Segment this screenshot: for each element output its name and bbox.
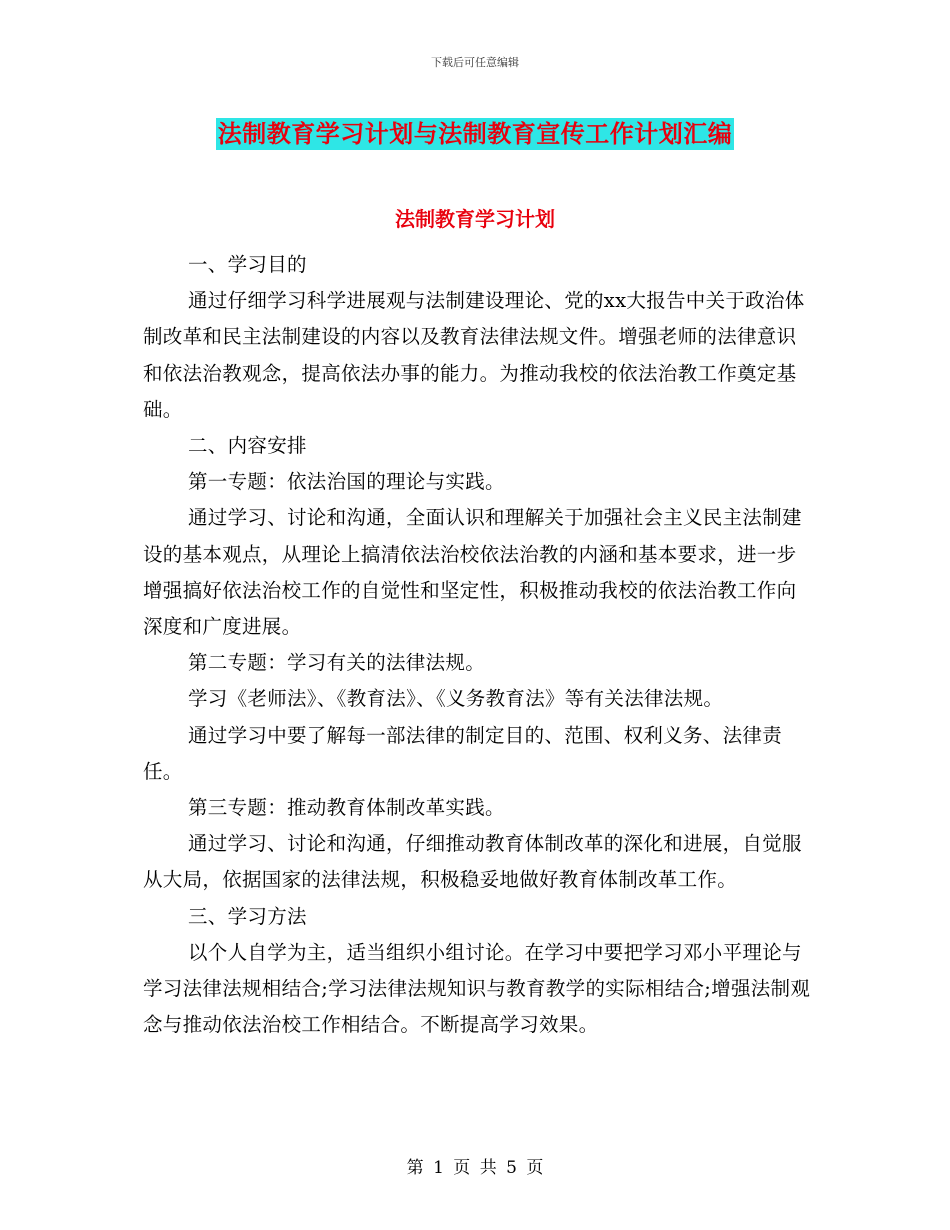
paragraph: 学习《老师法》、《教育法》、《义务教育法》等有关法律法规。 bbox=[188, 687, 724, 711]
page-footer: 第 1 页 共 5 页 bbox=[406, 1158, 544, 1178]
section-title: 法制教育学习计划 bbox=[395, 207, 555, 231]
paragraph: 通过学习、讨论和沟通，全面认识和理解关于加强社会主义民主法制建设的基本观点，从理论上搞清依法治校依法治教的内涵和基本要求，进一步增强搞好依法治校工作的自觉性和坚定性，积极推动我校的依法治教工作向深度和广度进展。 bbox=[143, 506, 802, 639]
document-title-text: 法制教育学习计划与法制教育宣传工作计划汇编 bbox=[217, 120, 733, 148]
topic-heading: 第一专题：依法治国的理论与实践。 bbox=[188, 470, 505, 494]
paragraph: 通过仔细学习科学进展观与法制建设理论、党的xx大报告中关于政治体制改革和民主法制建设的内容以及教育法律法规文件。增强老师的法律意识和依法治教观念，提高依法办事的能力。为推动我校的依法治教工作奠定基础。 bbox=[143, 289, 805, 421]
heading-content-arrangement: 二、内容安排 bbox=[188, 434, 307, 458]
document-body bbox=[143, 247, 813, 1043]
paragraph: 通过学习、讨论和沟通，仔细推动教育体制改革的深化和进展，自觉服从大局，依据国家的法律法规，积极稳妥地做好教育体制改革工作。 bbox=[143, 832, 802, 892]
document-title bbox=[0, 114, 950, 149]
heading-learning-goal: 一、学习目的 bbox=[188, 253, 307, 276]
paragraph: 以个人自学为主，适当组织小组讨论。在学习中要把学习邓小平理论与学习法律法规相结合;学习法律法规知识与教育教学的实际相结合;增强法制观念与推动依法治校工作相结合。不断提高学习效果。 bbox=[143, 940, 811, 1037]
heading-learning-method: 三、学习方法 bbox=[188, 904, 307, 928]
topic-heading: 第三专题：推动教育体制改革实践。 bbox=[188, 796, 505, 820]
paragraph: 通过学习中要了解每一部法律的制定目的、范围、权利义务、法律责任。 bbox=[143, 723, 783, 783]
page-header: 下载后可任意编辑 bbox=[431, 56, 519, 69]
topic-heading: 第二专题：学习有关的法律法规。 bbox=[188, 651, 486, 675]
